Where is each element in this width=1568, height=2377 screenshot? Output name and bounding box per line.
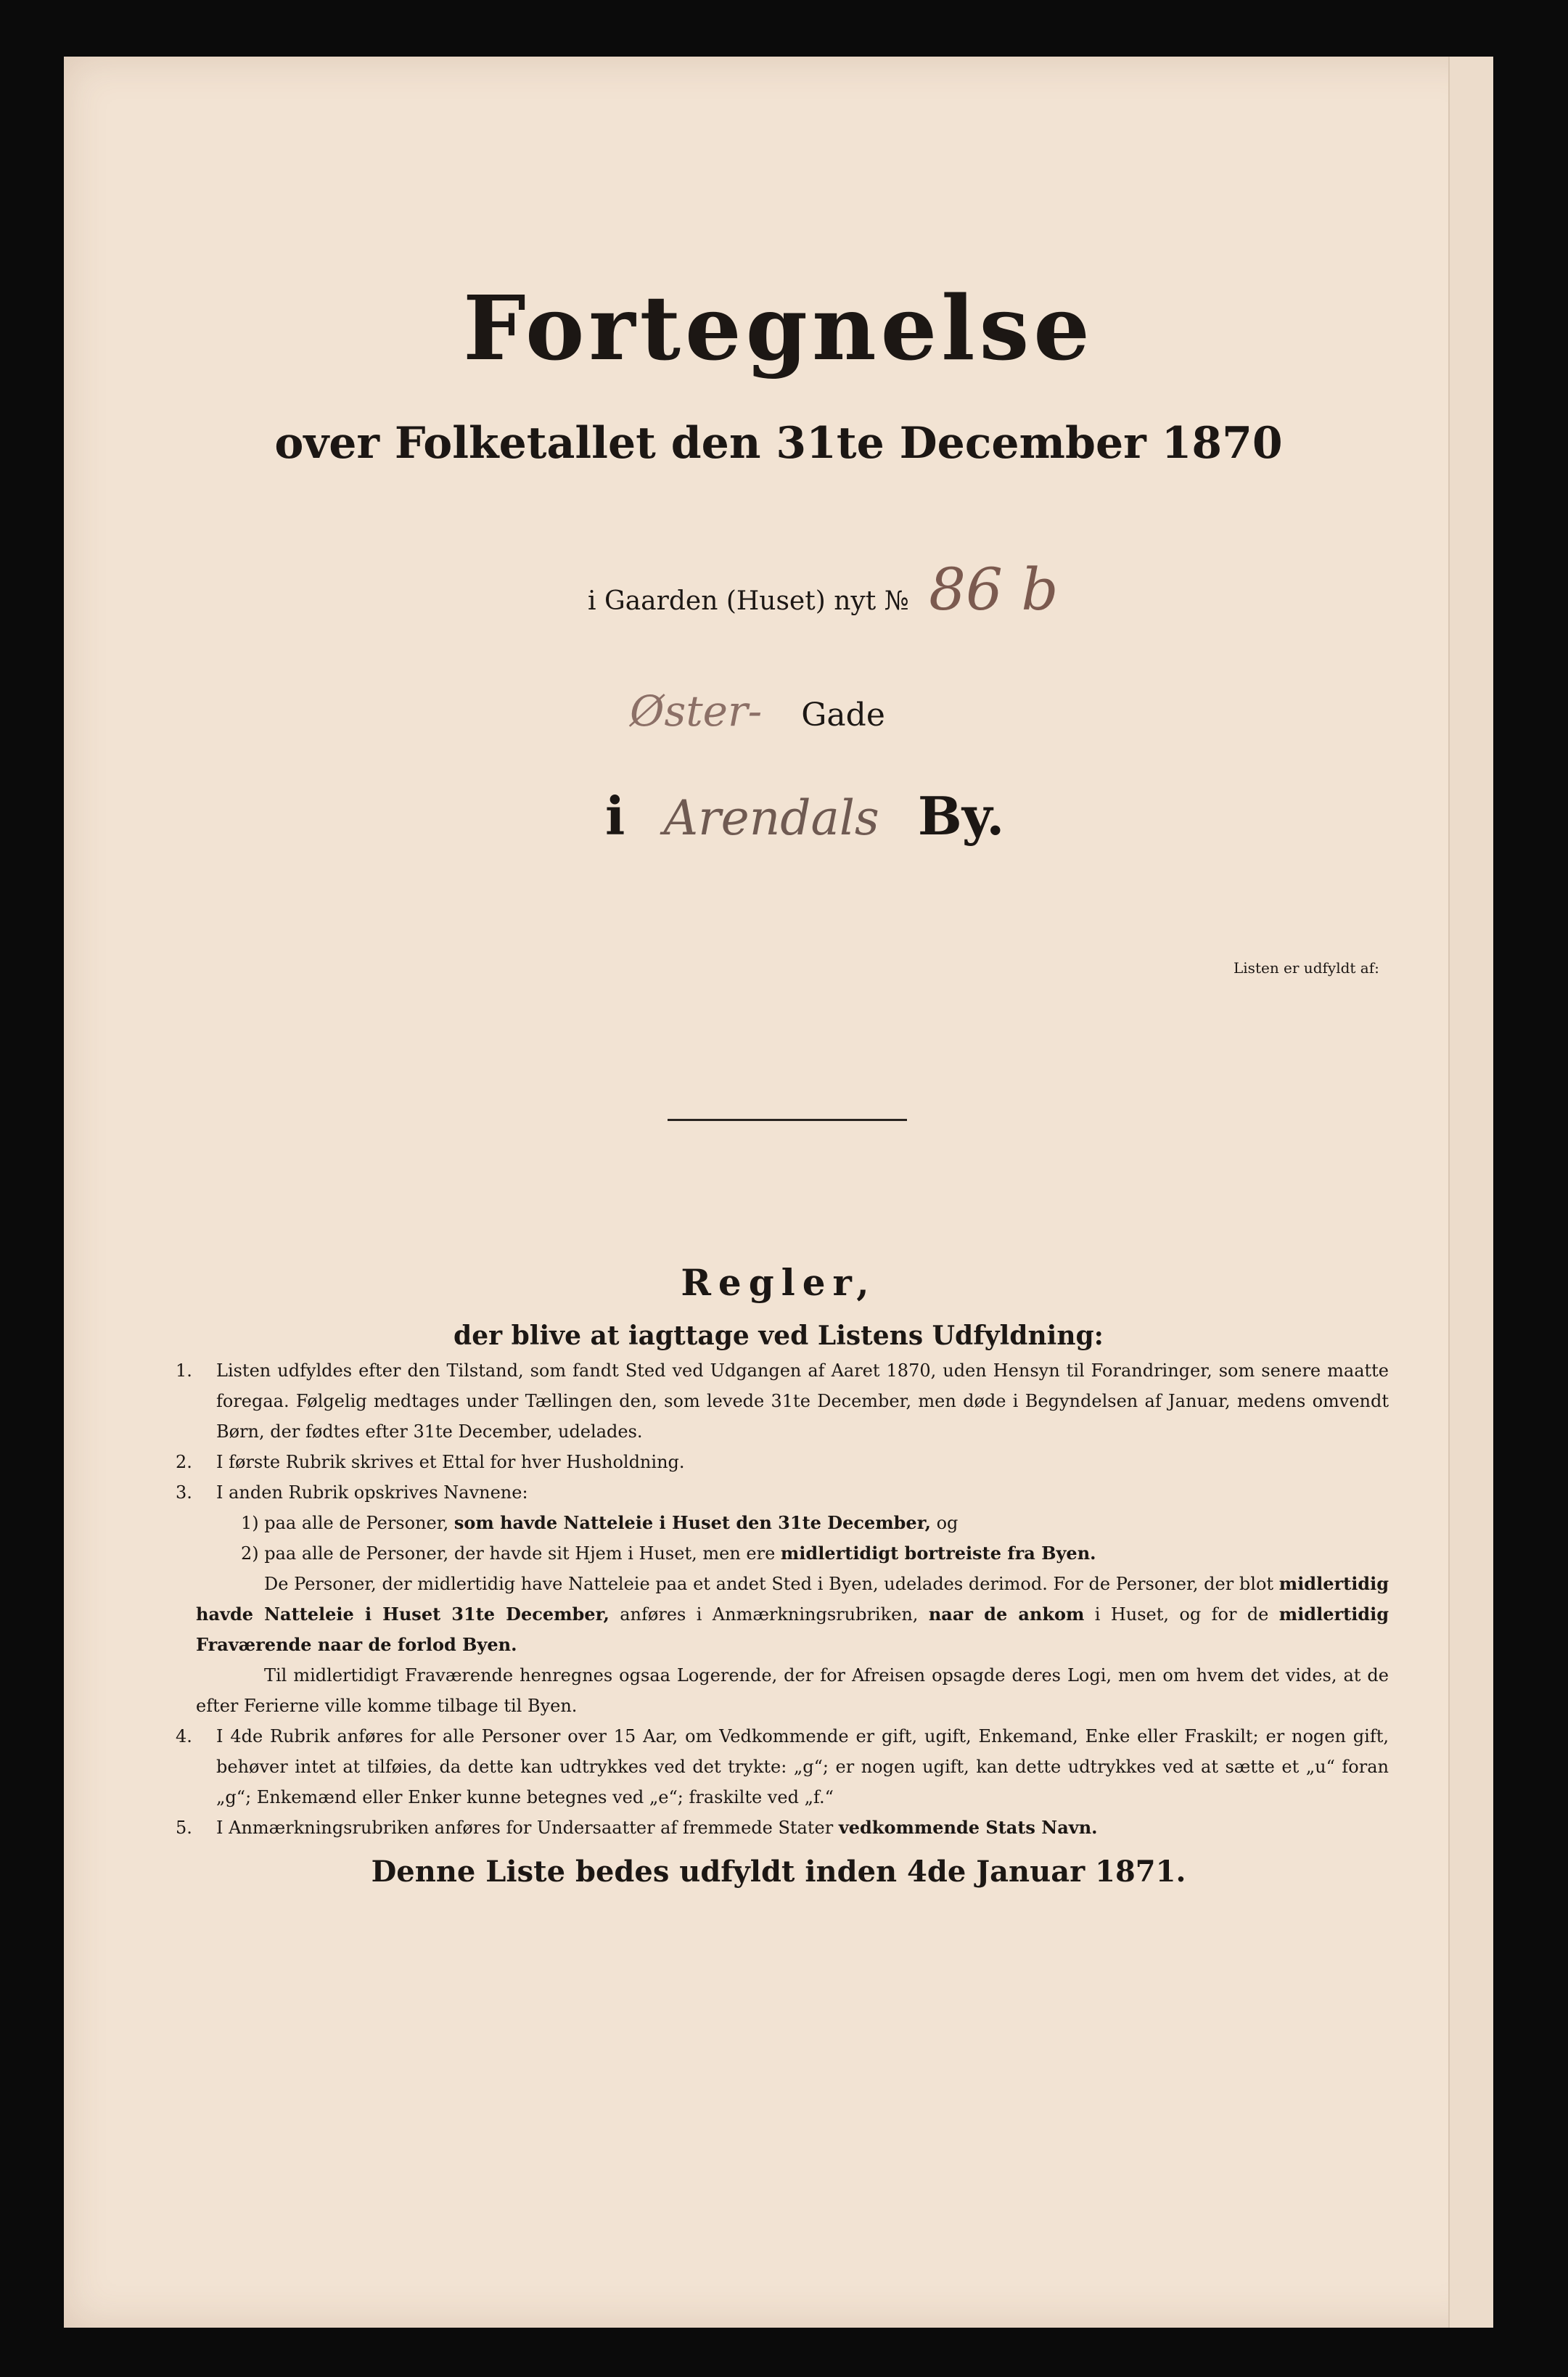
street-name-handwritten: Øster- <box>630 686 763 736</box>
city-line <box>605 785 1004 847</box>
rule-item-5 <box>176 1812 1389 1843</box>
page-edge <box>1448 57 1493 2328</box>
house-number-label: i Gaarden (Huset) nyt № <box>588 586 909 616</box>
rule-number: 3. <box>176 1482 192 1503</box>
rules-list <box>176 1355 1389 1843</box>
para-text: anføres i Anmærkningsrubriken, <box>609 1604 929 1625</box>
divider-rule <box>668 1119 907 1121</box>
rule-text: I Anmærkningsrubriken anføres for Undersaatter af fremmede Stater <box>216 1818 839 1838</box>
city-prefix: i <box>605 785 625 847</box>
city-name-handwritten: Arendals <box>663 790 879 846</box>
census-form-page <box>64 57 1493 2328</box>
form-title: Fortegnelse <box>463 276 1094 380</box>
form-subtitle: over Folketallet den 31te December 1870 <box>274 418 1283 469</box>
rule-number: 5. <box>176 1818 192 1838</box>
rule-item-1 <box>176 1355 1389 1447</box>
para-bold: naar de ankom <box>928 1604 1085 1625</box>
rule-number: 2. <box>176 1452 192 1472</box>
rule-item-4 <box>176 1721 1389 1812</box>
deadline-notice: Denne Liste bedes udfyldt inden 4de Januar 1871. <box>371 1855 1186 1889</box>
rule-paragraph-absent: Til midlertidigt Fraværende henregnes ogsaa Logerende, der for Afreisen opsagde deres Logi, men om hvem det vides, at de efter Ferierne ville komme tilbage til Byen. <box>196 1665 1389 1716</box>
sub-item-bold: som havde Natteleie i Huset den 31te December, <box>453 1512 931 1533</box>
rule-sub-item-2 <box>196 1538 1389 1569</box>
sub-item-text: 2) paa alle de Personer, der havde sit Hjem i Huset, men ere <box>241 1543 781 1564</box>
para-text: De Personer, der midlertidig have Natteleie paa et andet Sted i Byen, udelades derimod. For de Personer, der blot <box>264 1574 1279 1594</box>
rule-sub-item-1 <box>196 1508 1389 1538</box>
rule-text: I første Rubrik skrives et Ettal for hver Husholdning. <box>216 1452 685 1472</box>
house-number-handwritten: 86 b <box>929 556 1059 623</box>
rule-text: Listen udfyldes efter den Tilstand, som fandt Sted ved Udgangen af Aaret 1870, uden Hensyn til Forandringer, som senere maatte foregaa. Følgelig medtages under Tællingen den, som levede 31te December, men døde i Begyndelsen af Januar, medens omvendt Børn, der fødtes efter 31te December, udelades. <box>216 1360 1389 1442</box>
sub-item-bold: midlertidigt bortreiste fra Byen. <box>780 1543 1096 1564</box>
rule-number: 1. <box>176 1360 192 1381</box>
rule-paragraph-temporary <box>196 1569 1389 1660</box>
house-number-line <box>588 556 1059 623</box>
filled-by-label: Listen er udfyldt af: <box>1234 959 1379 977</box>
rule-text: I 4de Rubrik anføres for alle Personer over 15 Aar, om Vedkommende er gift, ugift, Enkemand, Enke eller Fraskilt; er nogen gift, behøver intet at tilføies, da dette kan udtrykkes ved det trykte: „g“; er nogen ugift, kan dette udtrykkes ved at sætte et „u“ foran „g“; Enkemænd eller Enker kunne betegnes ved „e“; fraskilte ved „f.“ <box>216 1726 1389 1807</box>
rules-subtitle: der blive at iagttage ved Listens Udfyldning: <box>453 1321 1104 1351</box>
rule-bold: vedkommende Stats Navn. <box>838 1817 1098 1838</box>
rules-title: Regler, <box>681 1261 877 1304</box>
city-suffix: By. <box>917 785 1005 847</box>
rule-number: 4. <box>176 1726 192 1746</box>
rule-item-3 <box>176 1477 1389 1508</box>
rule-text: I anden Rubrik opskrives Navnene: <box>216 1482 528 1503</box>
para-text: i Huset, og for de <box>1084 1604 1279 1625</box>
street-line <box>630 686 885 736</box>
sub-item-text: og <box>930 1513 959 1533</box>
para-bold: midlertidig havde Natteleie i Huset 31te December, <box>196 1573 1389 1625</box>
street-label: Gade <box>801 697 885 734</box>
sub-item-text: 1) paa alle de Personer, <box>241 1513 454 1533</box>
rule-item-2 <box>176 1447 1389 1477</box>
para-bold: midlertidig Fraværende naar de forlod Byen. <box>196 1604 1389 1655</box>
